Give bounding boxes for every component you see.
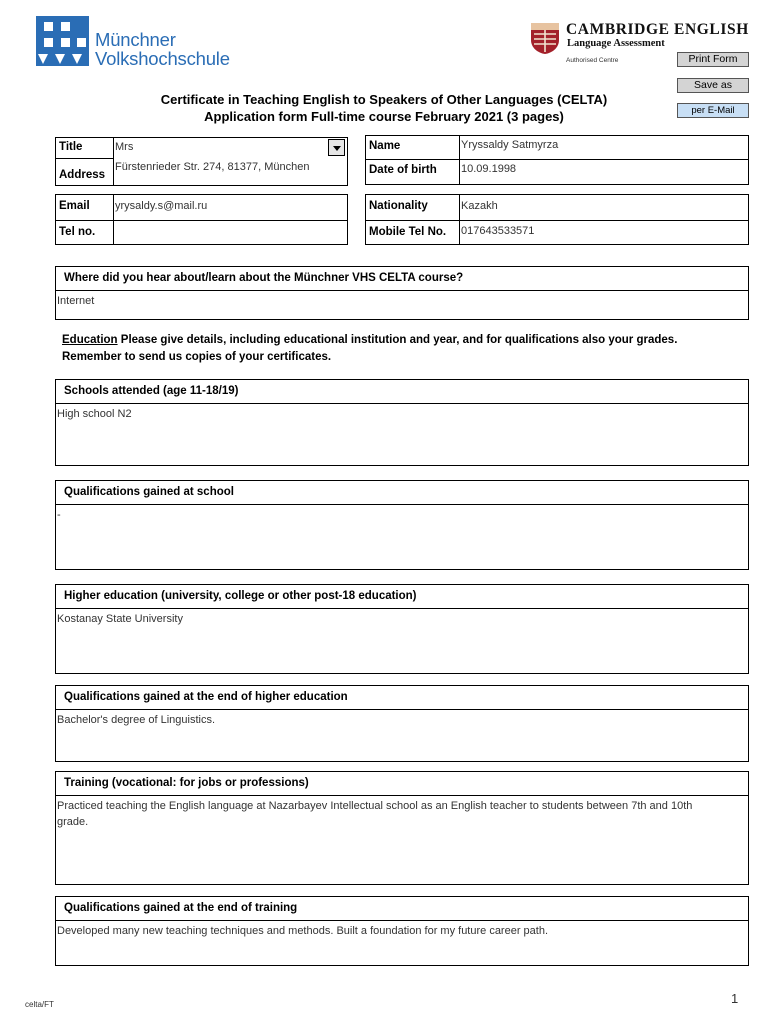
schools-label: Schools attended (age 11-18/19) (56, 380, 748, 404)
address-field[interactable]: Fürstenrieder Str. 274, 81377, München (115, 161, 310, 173)
higher-education-section (55, 584, 749, 674)
higher-education-field[interactable]: Kostanay State University (57, 613, 183, 625)
training-quals-label: Qualifications gained at the end of training (56, 897, 748, 921)
title-select[interactable]: Mrs (115, 141, 134, 153)
higher-quals-section (55, 685, 749, 762)
name-field[interactable]: Yryssaldy Satmyrza (461, 139, 559, 151)
email-label: Email (59, 200, 90, 212)
cambridge-subtitle: Language Assessment (567, 38, 665, 49)
education-heading: Education (62, 334, 118, 346)
training-label: Training (vocational: for jobs or professions) (56, 772, 748, 796)
nationality-field[interactable]: Kazakh (461, 200, 498, 212)
form-code: celta/FT (25, 1000, 54, 1009)
nationality-label: Nationality (369, 200, 428, 212)
email-button[interactable]: per E-Mail (677, 103, 749, 118)
title-label: Title (59, 141, 83, 153)
dob-field[interactable]: 10.09.1998 (461, 163, 517, 175)
print-form-button[interactable]: Print Form (677, 52, 749, 67)
cambridge-logo (530, 22, 749, 55)
education-instructions: Please give details, including educational institution and year, and for qualifications also your grades. (117, 334, 678, 346)
training-quals-field[interactable]: Developed many new teaching techniques and methods. Built a foundation for my future career path. (57, 925, 549, 937)
cambridge-title: CAMBRIDGE ENGLISH (566, 21, 749, 38)
mobile-field[interactable]: 017643533571 (461, 225, 535, 237)
higher-quals-label: Qualifications gained at the end of higher education (56, 686, 748, 710)
authorised-centre: Authorised Centre (566, 57, 619, 64)
mvhs-line1: Münchner (95, 29, 176, 50)
email-field[interactable]: yrysaldy.s@mail.ru (115, 200, 208, 212)
name-label: Name (369, 140, 401, 152)
save-as-button[interactable]: Save as (677, 78, 749, 93)
school-quals-section (55, 480, 749, 570)
hear-about-field[interactable]: Internet (57, 295, 95, 307)
hear-about-label: Where did you hear about/learn about the Münchner VHS CELTA course? (56, 267, 748, 291)
school-quals-label: Qualifications gained at school (56, 481, 748, 505)
training-quals-section (55, 896, 749, 966)
dob-label: Date of birth (369, 164, 437, 176)
address-label: Address (59, 169, 106, 181)
mvhs-grid-icon (36, 16, 89, 66)
mvhs-line2: Volkshochschule (95, 48, 230, 69)
higher-quals-field[interactable]: Bachelor's degree of Linguistics. (57, 714, 216, 726)
mvhs-logo (36, 16, 230, 68)
chevron-down-icon[interactable] (328, 139, 345, 156)
school-quals-field[interactable]: - (57, 509, 61, 521)
hear-about-section (55, 266, 749, 320)
form-subtitle: Application form Full-time course February 2021 (3 pages) (204, 109, 564, 124)
education-note (62, 332, 752, 366)
training-section (55, 771, 749, 885)
schools-field[interactable]: High school N2 (57, 408, 132, 420)
education-reminder: Remember to send us copies of your certificates. (62, 351, 332, 363)
page-number: 1 (731, 991, 739, 1006)
mobile-label: Mobile Tel No. (369, 226, 447, 238)
schools-section (55, 379, 749, 466)
training-field[interactable]: Practiced teaching the English language at Nazarbayev Intellectual school as an English teacher to students between 7th and 10th grade. (57, 800, 693, 828)
cambridge-shield-icon (530, 22, 560, 55)
mvhs-name (95, 30, 230, 68)
higher-education-label: Higher education (university, college or other post-18 education) (56, 585, 748, 609)
form-title: Certificate in Teaching English to Speakers of Other Languages (CELTA) (160, 92, 608, 107)
tel-label: Tel no. (59, 226, 96, 238)
